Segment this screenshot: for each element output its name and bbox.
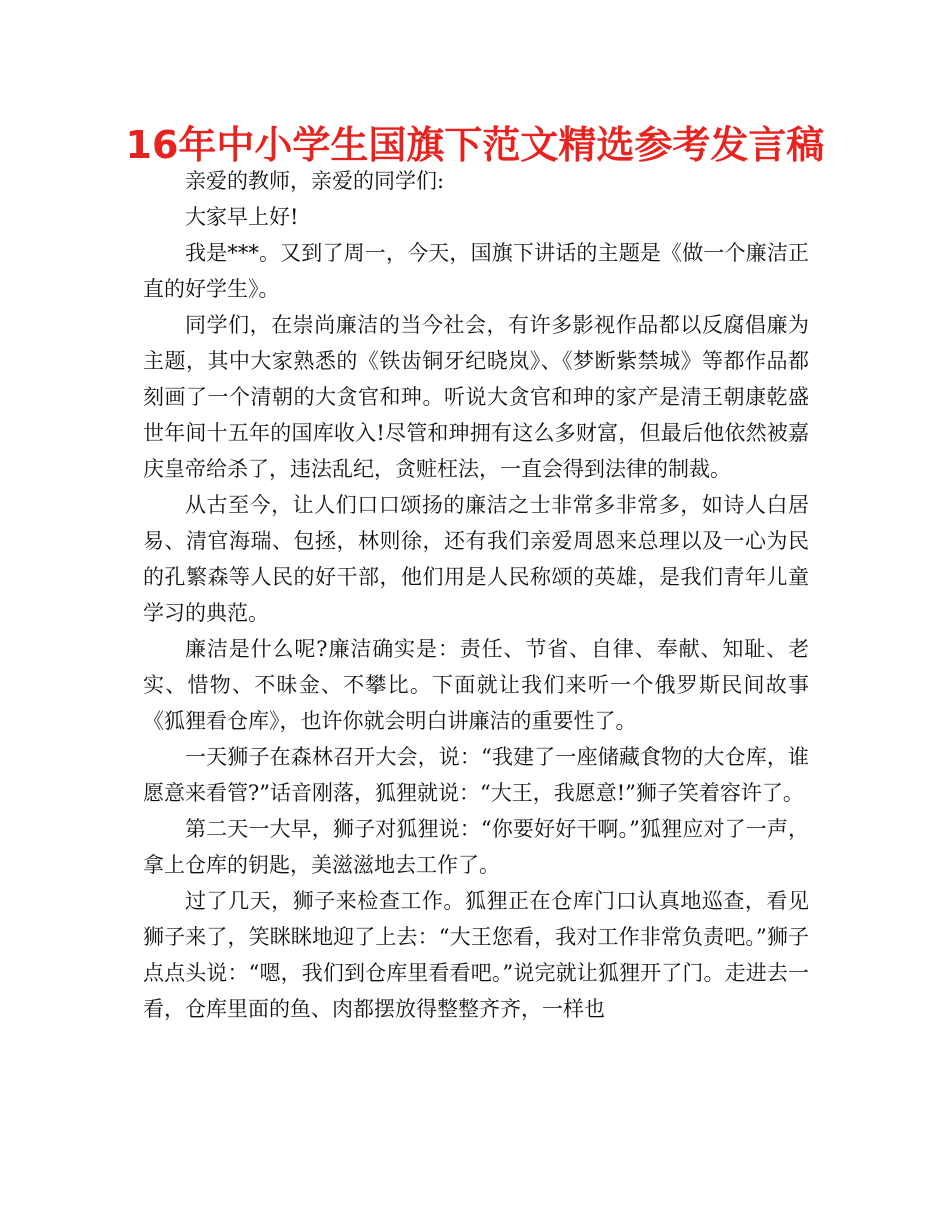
document-title: 16年中小学生国旗下范文精选参考发言稿 [125, 123, 825, 167]
document-body [143, 163, 809, 1027]
paragraph-story-inspection: 过了几天，狮子来检查工作。狐狸正在仓库门口认真地巡查，看见狮子来了，笑眯眯地迎了上去：“大王您看，我对工作非常负责吧。”狮子点点头说：“嗯，我们到仓库里看看吧。”说完就让狐狸开了门。走进去一看，仓库里面的鱼、肉都摆放得整整齐齐，一样也 [143, 889, 809, 1021]
paragraph-greeting: 亲爱的教师，亲爱的同学们: [185, 169, 445, 193]
paragraph-heshen: 同学们，在崇尚廉洁的当今社会，有许多影视作品都以反腐倡廉为主题，其中大家熟悉的《铁齿铜牙纪晓岚》、《梦断紫禁城》等都作品都刻画了一个清朝的大贪官和珅。听说大贪官和珅的家产是清王朝康乾盛世年间十五年的国库收入!尽管和珅拥有这么多财富，但最后他依然被嘉庆皇帝给杀了，违法乱纪，贪赃枉法，一直会得到法律的制裁。 [143, 313, 809, 481]
paragraph-examples: 从古至今，让人们口口颂扬的廉洁之士非常多非常多，如诗人白居易、清官海瑞、包拯，林则徐，还有我们亲爱周恩来总理以及一心为民的孔繁森等人民的好干部，他们用是人民称颂的英雄，是我们青年儿童学习的典范。 [143, 493, 809, 625]
paragraph-good-morning: 大家早上好! [185, 205, 299, 229]
paragraph-story-start: 一天狮子在森林召开大会，说：“我建了一座储藏食物的大仓库，谁愿意来看管?”话音刚落，狐狸就说：“大王，我愿意!”狮子笑着容许了。 [143, 745, 809, 805]
paragraph-intro: 我是***。又到了周一，今天，国旗下讲话的主题是《做一个廉洁正直的好学生》。 [143, 241, 809, 301]
paragraph-story-next-day: 第二天一大早，狮子对狐狸说：“你要好好干啊。”狐狸应对了一声，拿上仓库的钥匙，美滋滋地去工作了。 [143, 817, 809, 877]
paragraph-definition: 廉洁是什么呢?廉洁确实是：责任、节省、自律、奉献、知耻、老实、惜物、不昧金、不攀比。下面就让我们来听一个俄罗斯民间故事《狐狸看仓库》，也许你就会明白讲廉洁的重要性了。 [143, 637, 809, 733]
